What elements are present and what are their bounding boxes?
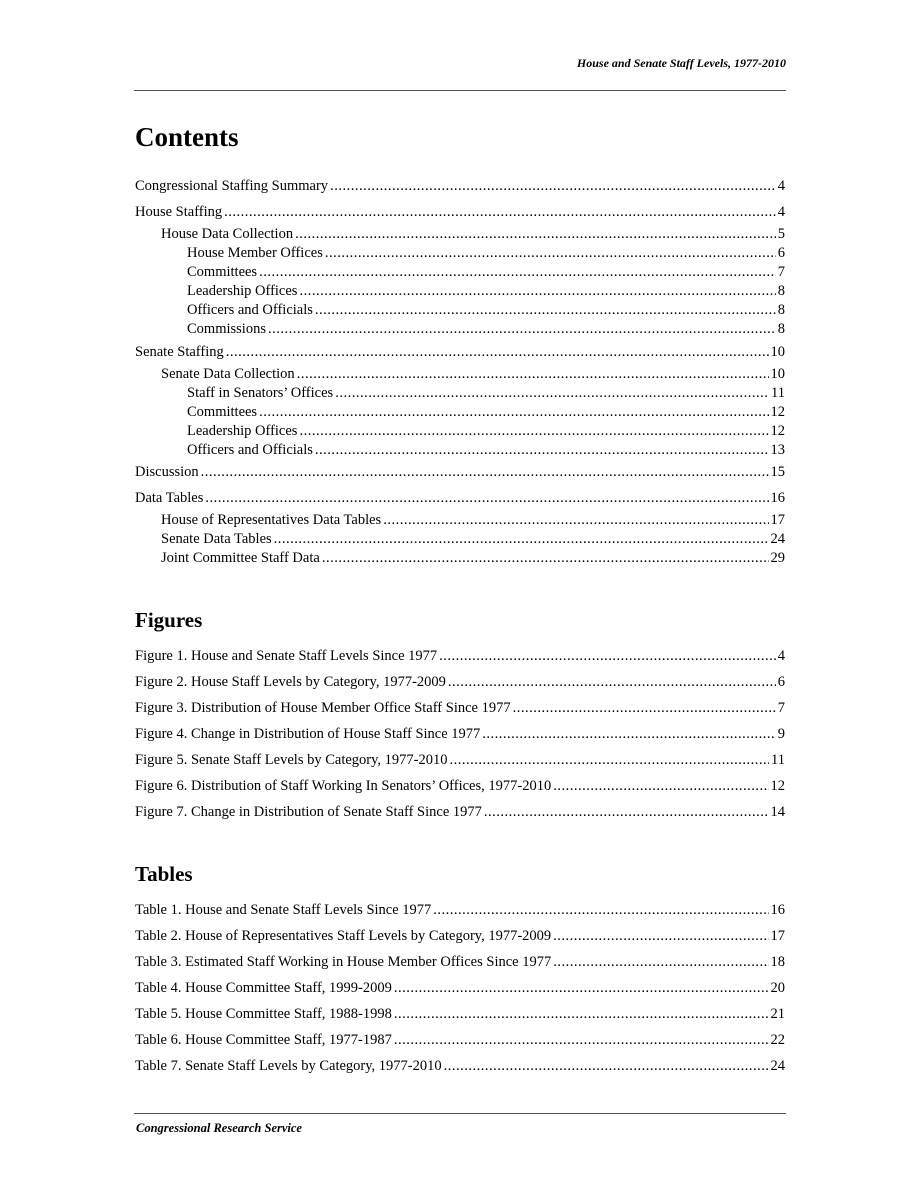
entry-title: Committees [187, 404, 258, 420]
entry-title: Officers and Officials [187, 302, 313, 318]
entry-title: Staff in Senators’ Offices [187, 385, 334, 401]
figures-entry[interactable] [135, 700, 785, 718]
entry-page-number: 17 [770, 928, 785, 944]
entry-title: Senate Data Tables [161, 531, 272, 547]
figures-entry[interactable] [135, 674, 785, 692]
dot-leader [295, 226, 776, 243]
entry-page-number: 22 [770, 1032, 785, 1048]
entry-page-number: 12 [770, 423, 785, 439]
entry-title: House Member Offices [187, 245, 323, 261]
contents-entry[interactable] [135, 344, 785, 362]
entry-page-number: 8 [777, 302, 785, 318]
entry-title: Senate Data Collection [161, 366, 295, 382]
entry-page-number: 6 [777, 674, 785, 690]
entry-title: Figure 5. Senate Staff Levels by Category, 1977-2010 [135, 752, 448, 768]
entry-page-number: 11 [771, 385, 785, 401]
contents-entry[interactable] [187, 385, 785, 403]
entry-title: Table 2. House of Representatives Staff Levels by Category, 1977-2009 [135, 928, 552, 944]
entry-title: Data Tables [135, 490, 204, 506]
dot-leader [259, 264, 776, 281]
entry-title: House Data Collection [161, 226, 294, 242]
dot-leader [513, 700, 776, 717]
entry-page-number: 10 [770, 366, 785, 382]
dot-leader [330, 178, 776, 195]
dot-leader [325, 245, 776, 262]
entry-page-number: 15 [770, 464, 785, 480]
dot-leader [335, 385, 769, 402]
figures-entry[interactable] [135, 778, 785, 796]
entry-page-number: 21 [770, 1006, 785, 1022]
contents-entry[interactable] [161, 512, 785, 530]
contents-entry[interactable] [187, 264, 785, 282]
entry-page-number: 4 [777, 648, 785, 664]
entry-title: Table 7. Senate Staff Levels by Category, 1977-2010 [135, 1058, 442, 1074]
entry-page-number: 16 [770, 490, 785, 506]
entry-title: Figure 1. House and Senate Staff Levels Since 1977 [135, 648, 438, 664]
dot-leader [274, 531, 769, 548]
contents-entry[interactable] [187, 404, 785, 422]
entry-page-number: 4 [777, 178, 785, 194]
contents-entry[interactable] [135, 178, 785, 196]
entry-page-number: 20 [770, 980, 785, 996]
entry-title: Table 6. House Committee Staff, 1977-1987 [135, 1032, 392, 1048]
entry-page-number: 13 [770, 442, 785, 458]
dot-leader [484, 804, 769, 821]
dot-leader [433, 902, 768, 919]
dot-leader [450, 752, 770, 769]
figures-heading: Figures [135, 608, 203, 632]
entry-title: Leadership Offices [187, 423, 298, 439]
dot-leader [259, 404, 768, 421]
tables-entry[interactable] [135, 980, 785, 998]
figures-entry[interactable] [135, 726, 785, 744]
entry-page-number: 9 [777, 726, 785, 742]
entry-page-number: 8 [777, 321, 785, 337]
dot-leader [394, 1032, 769, 1049]
dot-leader [315, 442, 769, 459]
entry-page-number: 4 [777, 204, 785, 220]
dot-leader [315, 302, 776, 319]
entry-page-number: 6 [777, 245, 785, 261]
dot-leader [553, 954, 768, 971]
tables-entry[interactable] [135, 1032, 785, 1050]
entry-page-number: 17 [770, 512, 785, 528]
dot-leader [394, 1006, 769, 1023]
running-header: House and Senate Staff Levels, 1977-2010 [576, 56, 786, 70]
figures-entry[interactable] [135, 804, 785, 822]
entry-page-number: 14 [770, 804, 785, 820]
tables-entry[interactable] [135, 928, 785, 946]
entry-title: House of Representatives Data Tables [161, 512, 382, 528]
entry-page-number: 12 [770, 778, 785, 794]
dot-leader [448, 674, 776, 691]
contents-heading: Contents [135, 122, 239, 152]
contents-entry[interactable] [187, 245, 785, 263]
entry-page-number: 16 [770, 902, 785, 918]
entry-title: Table 5. House Committee Staff, 1988-1998 [135, 1006, 392, 1022]
entry-page-number: 29 [770, 550, 785, 566]
entry-title: Table 1. House and Senate Staff Levels Since 1977 [135, 902, 432, 918]
contents-entry[interactable] [135, 204, 785, 222]
entry-title: Table 4. House Committee Staff, 1999-2009 [135, 980, 392, 996]
entry-page-number: 7 [777, 700, 785, 716]
dot-leader [444, 1058, 769, 1075]
contents-entry[interactable] [187, 321, 785, 339]
dot-leader [553, 778, 768, 795]
tables-entry[interactable] [135, 902, 785, 920]
dot-leader [299, 283, 775, 300]
tables-entry[interactable] [135, 954, 785, 972]
tables-entry[interactable] [135, 1006, 785, 1024]
entry-page-number: 18 [770, 954, 785, 970]
entry-title: Figure 6. Distribution of Staff Working In Senators’ Offices, 1977-2010 [135, 778, 552, 794]
entry-title: Committees [187, 264, 258, 280]
entry-page-number: 10 [770, 344, 785, 360]
entry-title: Figure 3. Distribution of House Member Office Staff Since 1977 [135, 700, 511, 716]
entry-title: Figure 4. Change in Distribution of House Staff Since 1977 [135, 726, 481, 742]
contents-entry[interactable] [135, 464, 785, 482]
entry-title: Figure 7. Change in Distribution of Senate Staff Since 1977 [135, 804, 482, 820]
contents-entry[interactable] [161, 226, 785, 244]
contents-entry[interactable] [187, 442, 785, 460]
contents-entry[interactable] [161, 550, 785, 568]
figures-entry[interactable] [135, 752, 785, 770]
entry-title: Discussion [135, 464, 199, 480]
dot-leader [439, 648, 776, 665]
tables-entry[interactable] [135, 1058, 785, 1076]
footer-publisher: Congressional Research Service [136, 1121, 302, 1135]
entry-page-number: 5 [777, 226, 785, 242]
dot-leader [553, 928, 768, 945]
dot-leader [226, 344, 769, 361]
entry-title: Commissions [187, 321, 266, 337]
entry-page-number: 11 [771, 752, 785, 768]
contents-entry[interactable] [135, 490, 785, 508]
dot-leader [394, 980, 769, 997]
entry-title: House Staffing [135, 204, 223, 220]
contents-entry[interactable] [161, 366, 785, 384]
entry-title: Leadership Offices [187, 283, 298, 299]
dot-leader [482, 726, 775, 743]
entry-page-number: 24 [770, 531, 785, 547]
figures-entry[interactable] [135, 648, 785, 666]
contents-entry[interactable] [187, 283, 785, 301]
dot-leader [322, 550, 769, 567]
entry-page-number: 12 [770, 404, 785, 420]
dot-leader [299, 423, 768, 440]
dot-leader [297, 366, 769, 383]
entry-title: Figure 2. House Staff Levels by Category, 1977-2009 [135, 674, 446, 690]
contents-entry[interactable] [161, 531, 785, 549]
dot-leader [224, 204, 776, 221]
contents-entry[interactable] [187, 423, 785, 441]
dot-leader [205, 490, 768, 507]
entry-title: Officers and Officials [187, 442, 313, 458]
dot-leader [201, 464, 769, 481]
entry-title: Table 3. Estimated Staff Working in House Member Offices Since 1977 [135, 954, 552, 970]
tables-heading: Tables [135, 862, 193, 886]
entry-title: Joint Committee Staff Data [161, 550, 320, 566]
entry-page-number: 24 [770, 1058, 785, 1074]
entry-title: Senate Staffing [135, 344, 224, 360]
dot-leader [383, 512, 768, 529]
contents-entry[interactable] [187, 302, 785, 320]
entry-page-number: 8 [777, 283, 785, 299]
entry-page-number: 7 [777, 264, 785, 280]
footer-rule [134, 1113, 786, 1114]
header-rule [134, 90, 786, 91]
entry-title: Congressional Staffing Summary [135, 178, 329, 194]
dot-leader [268, 321, 776, 338]
